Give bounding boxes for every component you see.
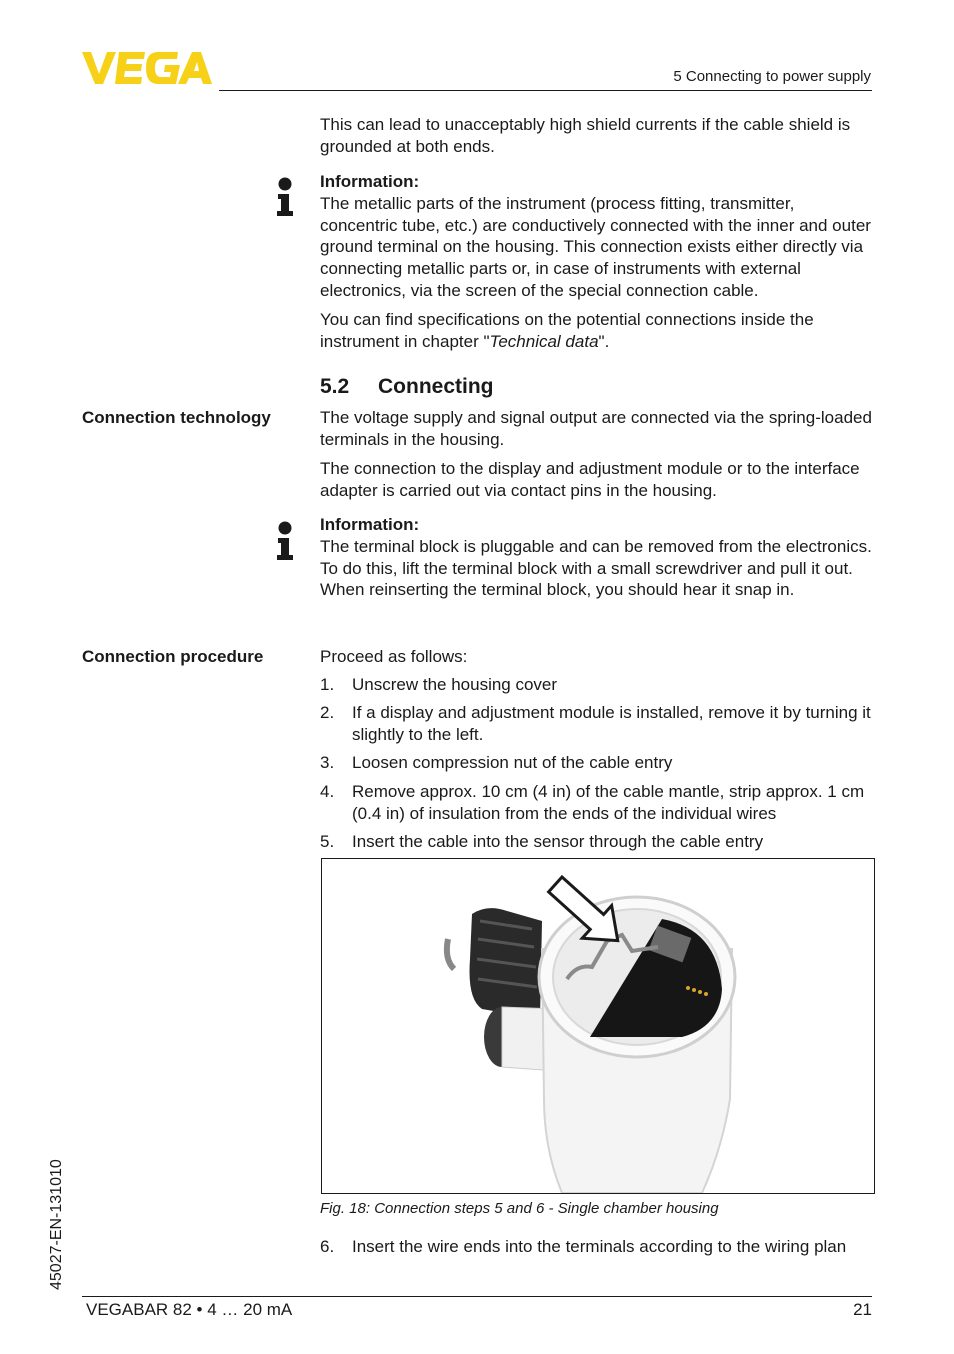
step-number: 2. bbox=[320, 703, 335, 722]
step-text: Unscrew the housing cover bbox=[352, 675, 558, 694]
info1-body2 bbox=[320, 309, 876, 353]
section-heading bbox=[320, 375, 876, 399]
footer-product: VEGABAR 82 • 4 … 20 mA bbox=[86, 1300, 293, 1319]
step-number: 1. bbox=[320, 675, 335, 694]
figure-caption: Fig. 18: Connection steps 5 and 6 - Single chamber housing bbox=[320, 1200, 719, 1217]
connection-technology-label: Connection technology bbox=[82, 408, 271, 427]
vega-logo bbox=[82, 52, 212, 84]
info1-body2-pre: You can find specifications on the potential connections inside the instrument in chapter " bbox=[320, 309, 814, 351]
list-item bbox=[320, 831, 876, 853]
information-icon bbox=[275, 177, 295, 217]
connection-procedure-label: Connection procedure bbox=[82, 647, 264, 666]
info2-block bbox=[320, 514, 876, 601]
step-text: Insert the wire ends into the terminals according to the wiring plan bbox=[352, 1237, 847, 1256]
header-chapter-title: 5 Connecting to power supply bbox=[673, 68, 871, 85]
step-number: 3. bbox=[320, 753, 335, 772]
step-text: If a display and adjustment module is installed, remove it by turning it slightly to the left. bbox=[352, 703, 871, 744]
document-code: 45027-EN-131010 bbox=[48, 1159, 65, 1290]
list-item bbox=[320, 674, 876, 696]
list-item bbox=[320, 1236, 876, 1258]
step-number: 5. bbox=[320, 832, 335, 851]
list-item bbox=[320, 752, 876, 774]
step-text: Insert the cable into the sensor through the cable entry bbox=[352, 832, 764, 851]
info1-body2-em: Technical data bbox=[489, 331, 599, 351]
technology-paragraph-1: The voltage supply and signal output are connected via the spring-loaded terminals in the housing. bbox=[320, 408, 872, 449]
header-divider bbox=[219, 90, 872, 91]
section-number: 5.2 bbox=[320, 375, 350, 398]
figure-housing-illustration bbox=[321, 858, 875, 1194]
info1-block bbox=[320, 171, 876, 352]
step-text: Loosen compression nut of the cable entry bbox=[352, 753, 673, 772]
footer-divider bbox=[82, 1296, 872, 1297]
info1-body2-post: ". bbox=[598, 331, 610, 351]
procedure-intro: Proceed as follows: bbox=[320, 647, 468, 666]
info2-body: The terminal block is pluggable and can be removed from the electronics. To do this, lift the terminal block with a small screwdriver and pull it out. When reinserting the terminal block, you should hear it snap in. bbox=[320, 536, 872, 600]
housing-illustration bbox=[322, 859, 874, 1193]
info2-title: Information: bbox=[320, 515, 420, 534]
step-number: 4. bbox=[320, 782, 335, 801]
list-item bbox=[320, 702, 876, 746]
step-text: Remove approx. 10 cm (4 in) of the cable mantle, strip approx. 1 cm (0.4 in) of insulation from the ends of the individual wires bbox=[352, 782, 865, 823]
step-number: 6. bbox=[320, 1237, 335, 1256]
technology-paragraph-2: The connection to the display and adjustment module or to the interface adapter is carried out via contact pins in the housing. bbox=[320, 459, 860, 500]
intro-paragraph: This can lead to unacceptably high shield currents if the cable shield is grounded at both ends. bbox=[320, 115, 851, 156]
info1-title: Information: bbox=[320, 172, 420, 191]
section-title: Connecting bbox=[378, 375, 494, 398]
information-icon bbox=[275, 521, 295, 561]
list-item bbox=[320, 781, 876, 825]
info1-body: The metallic parts of the instrument (process fitting, transmitter, concentric tube, etc.) are conductively connected with the inner and outer ground terminal on the housing. This connection exists either directly via connecting metallic parts or, in case of instruments with external electronics, via the screen of the special connection cable. bbox=[320, 193, 871, 300]
page-number: 21 bbox=[853, 1300, 872, 1319]
